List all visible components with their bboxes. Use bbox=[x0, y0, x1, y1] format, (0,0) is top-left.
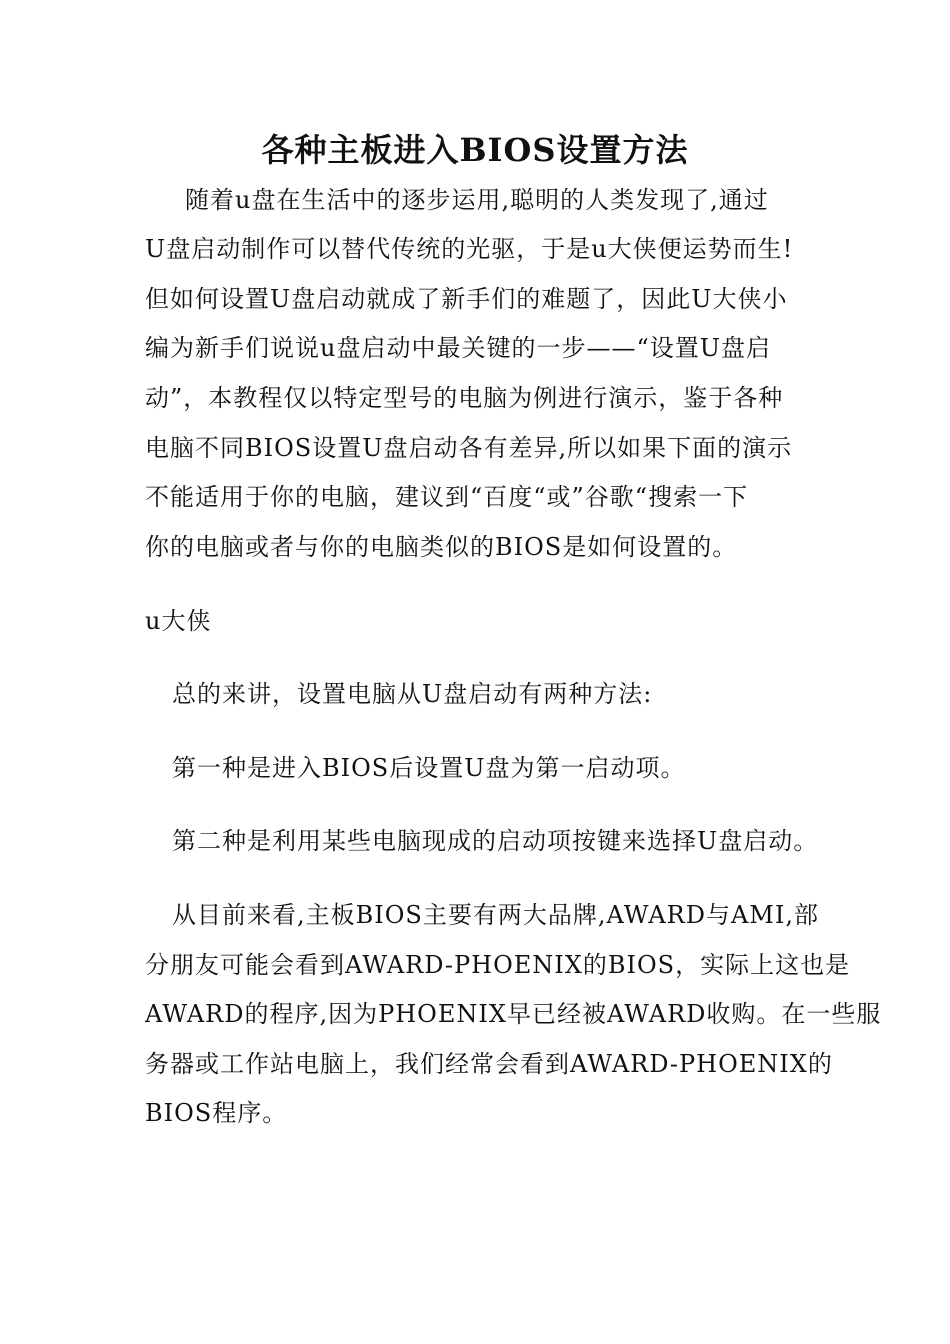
summary-paragraph: 总的来讲，设置电脑从U盘启动有两种方法: bbox=[172, 680, 653, 708]
bios-line: 分朋友可能会看到AWARD-PHOENIX的BIOS，实际上这也是 bbox=[145, 951, 851, 979]
intro-line: U盘启动制作可以替代传统的光驱，于是u大侠便运势而生! bbox=[145, 235, 794, 263]
intro-line: 但如何设置U盘启动就成了新手们的难题了，因此U大侠小 bbox=[145, 285, 788, 313]
bios-line: AWARD的程序,因为PHOENIX早已经被AWARD收购。在一些服 bbox=[145, 1000, 882, 1028]
intro-line: 电脑不同BIOS设置U盘启动各有差异,所以如果下面的演示 bbox=[145, 434, 793, 462]
bios-line: BIOS程序。 bbox=[145, 1099, 288, 1127]
method-two-paragraph: 第二种是利用某些电脑现成的启动项按键来选择U盘启动。 bbox=[172, 827, 819, 855]
bios-line: 务器或工作站电脑上，我们经常会看到AWARD-PHOENIX的 bbox=[145, 1050, 833, 1078]
intro-line: 编为新手们说说u盘启动中最关键的一步——“设置U盘启 bbox=[145, 334, 771, 362]
brand-label: u大侠 bbox=[145, 607, 212, 635]
intro-line: 你的电脑或者与你的电脑类似的BIOS是如何设置的。 bbox=[145, 533, 738, 561]
document-title: 各种主板进入BIOS设置方法 bbox=[261, 131, 689, 169]
intro-line: 不能适用于你的电脑，建议到“百度“或”谷歌“搜索一下 bbox=[145, 483, 749, 511]
method-one-paragraph: 第一种是进入BIOS后设置U盘为第一启动项。 bbox=[172, 754, 686, 782]
intro-line: 随着u盘在生活中的逐步运用,聪明的人类发现了,通过 bbox=[185, 186, 769, 214]
intro-line: 动”，本教程仅以特定型号的电脑为例进行演示，鉴于各种 bbox=[145, 384, 784, 412]
bios-line: 从目前来看,主板BIOS主要有两大品牌,AWARD与AMI,部 bbox=[172, 901, 819, 929]
